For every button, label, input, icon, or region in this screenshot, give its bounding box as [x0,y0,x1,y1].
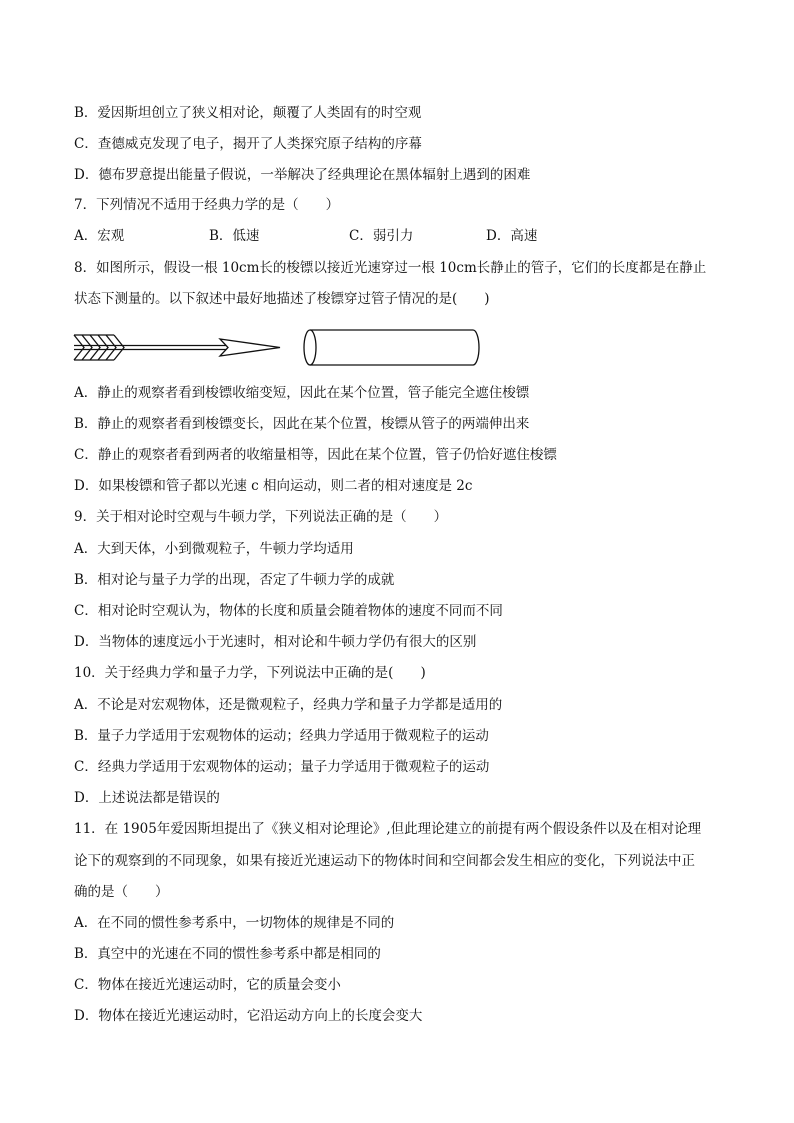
q7-option-d: D．高速 [486,228,538,244]
q8-option-a: A．静止的观察者看到梭镖收缩变短，因此在某个位置，管子能完全遮住梭镖 [74,385,530,401]
q10-option-c: C．经典力学适用于宏观物体的运动；量子力学适用于微观粒子的运动 [74,759,490,775]
q11-option-d: D．物体在接近光速运动时，它沿运动方向上的长度会变大 [74,1008,423,1024]
q9-option-d: D．当物体的速度远小于光速时，相对论和牛顿力学仍有很大的区别 [74,634,477,650]
arrow-head [220,339,280,356]
q8-stem-line2: 状态下测量的。以下叙述中最好地描述了梭镖穿过管子情况的是( ) [74,291,490,307]
q9-option-a: A．大到天体，小到微观粒子，牛顿力学均适用 [74,541,354,557]
q11-option-c: C．物体在接近光速运动时，它的质量会变小 [74,977,341,993]
q9-option-b: B．相对论与量子力学的出现，否定了牛顿力学的成就 [74,572,395,588]
q8-option-d: D．如果梭镖和管子都以光速 c 相向运动，则二者的相对速度是 2c [74,478,473,494]
q10-option-d: D．上述说法都是错误的 [74,790,220,806]
q8-option-b: B．静止的观察者看到梭镖变长，因此在某个位置，梭镖从管子的两端伸出来 [74,416,530,432]
q7-option-b: B．低速 [209,228,260,244]
q10-option-b: B．量子力学适用于宏观物体的运动；经典力学适用于微观粒子的运动 [74,728,489,744]
q7-stem: 7．下列情况不适用于经典力学的是（ ） [74,197,340,213]
q7-option-a: A．宏观 [74,228,125,244]
q9-stem: 9．关于相对论时空观与牛顿力学，下列说法正确的是（ ） [74,509,448,525]
arrow-shaft [74,346,232,350]
q9-option-c: C．相对论时空观认为，物体的长度和质量会随着物体的速度不同而不同 [74,603,503,619]
q10-option-a: A．不论是对宏观物体，还是微观粒子，经典力学和量子力学都是适用的 [74,697,503,713]
q6-option-c: C．查德威克发现了电子，揭开了人类探究原子结构的序幕 [74,136,422,152]
q6-option-b: B．爱因斯坦创立了狭义相对论，颠覆了人类固有的时空观 [74,105,422,121]
q7-option-c: C．弱引力 [349,228,414,244]
q8-stem-line1: 8．如图所示，假设一根 10cm长的梭镖以接近光速穿过一根 10cm长静止的管子，它们的长度都是在静止 [74,260,707,276]
q11-stem-line2: 论下的观察到的不同现象，如果有接近光速运动下的物体时间和空间都会发生相应的变化，下列说法中正 [74,853,695,869]
q11-option-b: B．真空中的光速在不同的惯性参考系中都是相同的 [74,946,381,962]
arrow-fletching [74,335,124,360]
q6-option-d: D．德布罗意提出能量子假说，一举解决了经典理论在黑体辐射上遇到的困难 [74,167,531,183]
q11-stem-line1: 11．在 1905年爱因斯坦提出了《狭义相对论理论》,但此理论建立的前提有两个假设条件以及在相对论理 [74,821,702,837]
q8-option-c: C．静止的观察者看到两者的收缩量相等，因此在某个位置，管子仍恰好遮住梭镖 [74,447,557,463]
q10-stem: 10．关于经典力学和量子力学，下列说法中正确的是( ) [74,665,426,681]
arrow-and-tube-figure [72,326,492,372]
q11-option-a: A．在不同的惯性参考系中，一切物体的规律是不同的 [74,915,395,931]
tube [304,330,479,365]
q11-stem-line3: 确的是（ ） [74,884,169,900]
